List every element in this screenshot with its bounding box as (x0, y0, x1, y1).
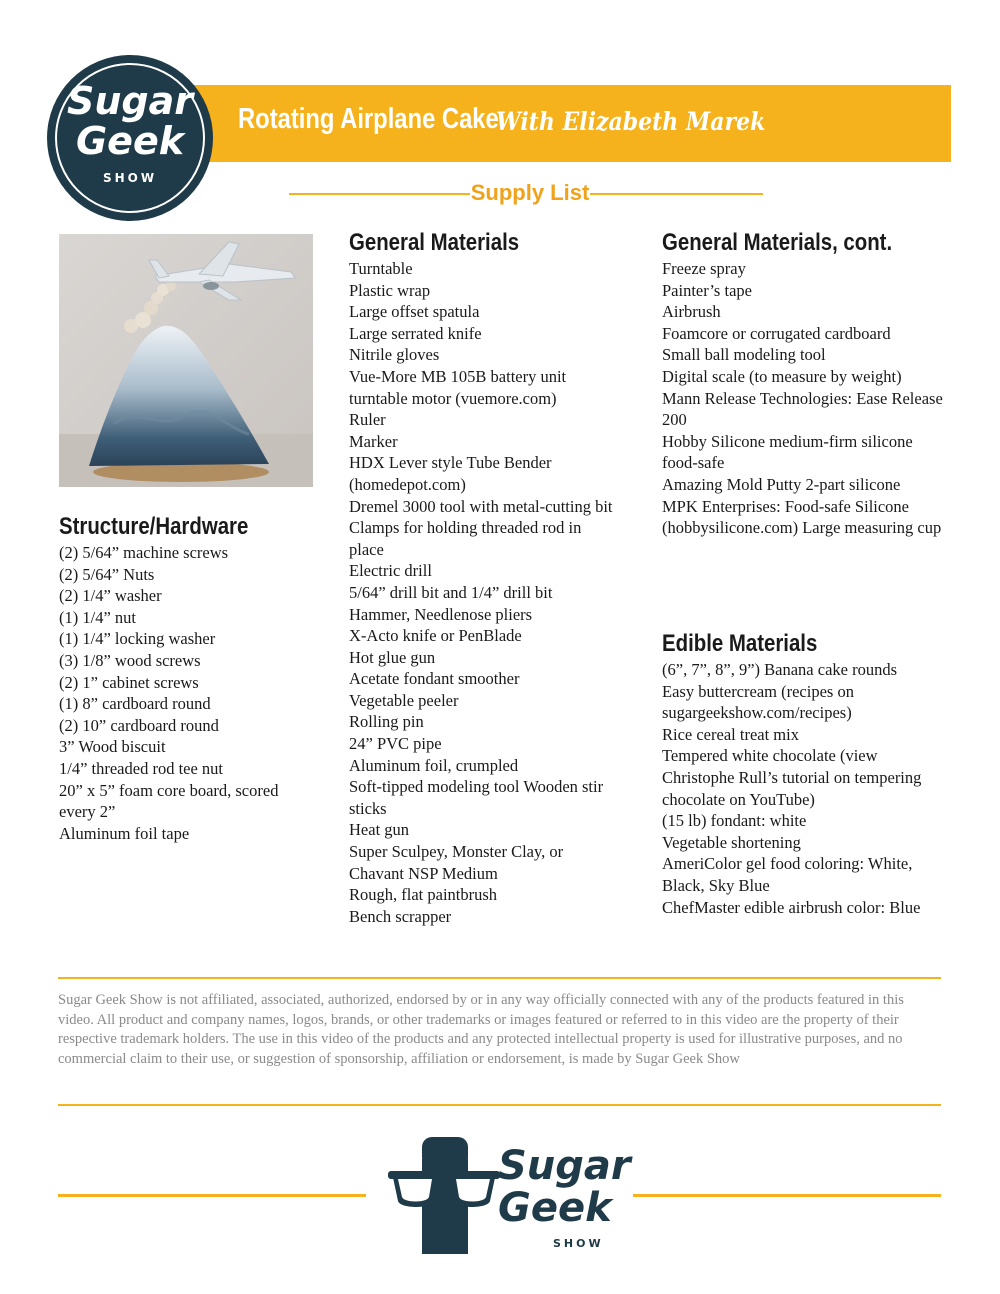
list-item: Painter’s tape (662, 280, 752, 300)
footer-rule-right (633, 1194, 941, 1197)
list-item: Hobby Silicone medium-firm silicone food-safe (662, 431, 913, 473)
list-item: Acetate fondant smoother (349, 669, 520, 689)
general-materials-section (349, 228, 619, 927)
page-title: Rotating Airplane Cake (238, 103, 499, 135)
list-item: Amazing Mold Putty 2-part silicone (662, 474, 901, 494)
list-item: Digital scale (to measure by weight) (662, 366, 902, 386)
edible-list (662, 659, 947, 918)
list-item: (1) 1/4” locking washer (59, 629, 216, 649)
list-item: (2) 5/64” Nuts (59, 564, 155, 584)
edible-materials-section (662, 629, 947, 918)
edible-heading: Edible Materials (662, 630, 818, 657)
list-item: Turntable (349, 259, 413, 278)
general-cont-list (662, 258, 947, 539)
list-item: Clamps for holding threaded rod in place (349, 518, 582, 559)
sugar-geek-show-logo (47, 55, 213, 221)
supply-list-rule-right (590, 193, 763, 195)
list-item: Aluminum foil tape (59, 823, 190, 843)
list-item: (2) 1/4” washer (59, 586, 162, 606)
footer-logo-word-show: SHOW (553, 1237, 604, 1250)
list-item: Mann Release Technologies: Ease Release 200 (662, 388, 943, 430)
supply-list-title: Supply List (470, 180, 590, 205)
list-item: (6”, 7”, 8”, 9”) Banana cake rounds (662, 660, 898, 679)
list-item: (2) 10” cardboard round (59, 715, 219, 735)
list-item: (2) 1” cabinet screws (59, 672, 199, 692)
list-item: 1/4” threaded rod tee nut (59, 758, 224, 778)
list-item: Easy buttercream (recipes on sugargeekshow.com/recipes) (662, 681, 854, 723)
list-item: Rice cereal treat mix (662, 724, 799, 744)
list-item: 5/64” drill bit and 1/4” drill bit (349, 582, 553, 602)
footer-logo (388, 1137, 631, 1257)
list-item: MPK Enterprises: Food-safe Silicone (hobbysilicone.com) Large measuring cup (662, 496, 942, 538)
list-item: 3” Wood biscuit (59, 737, 166, 757)
general-cont-heading: General Materials, cont. (662, 229, 893, 256)
general-heading: General Materials (349, 229, 520, 256)
list-item: (3) 1/8” wood screws (59, 650, 201, 670)
list-item: Aluminum foil, crumpled (349, 755, 519, 775)
general-list (349, 258, 619, 927)
list-item: Bench scrapper (349, 906, 452, 926)
disclaimer-rule-bottom (58, 1104, 941, 1106)
list-item: (15 lb) fondant: white (662, 811, 807, 831)
list-item: HDX Lever style Tube Bender (homedepot.com) (349, 453, 552, 494)
list-item: Ruler (349, 410, 386, 430)
list-item: Electric drill (349, 561, 432, 581)
list-item: (1) 8” cardboard round (59, 694, 211, 714)
logo-word-geek: Geek (75, 119, 184, 163)
list-item: Vegetable shortening (662, 832, 801, 852)
structure-heading: Structure/Hardware (59, 513, 249, 540)
list-item: Soft-tipped modeling tool Wooden stir sticks (349, 777, 604, 818)
list-item: Large offset spatula (349, 302, 480, 322)
page-subtitle: With Elizabeth Marek (496, 107, 766, 136)
list-item: (2) 5/64” machine screws (59, 543, 229, 562)
list-item: Rolling pin (349, 712, 424, 732)
logo-word-show: SHOW (102, 171, 158, 185)
structure-hardware-section (59, 512, 314, 844)
list-item: (1) 1/4” nut (59, 607, 136, 627)
list-item: Nitrile gloves (349, 345, 440, 365)
structure-list (59, 542, 314, 844)
list-item: Hammer, Needlenose pliers (349, 604, 533, 624)
logo-word-sugar: Sugar (66, 79, 193, 123)
list-item: Plastic wrap (349, 280, 431, 300)
list-item: 20” x 5” foam core board, scored every 2” (59, 780, 279, 822)
list-item: Heat gun (349, 820, 410, 840)
list-item: Freeze spray (662, 259, 746, 278)
list-item: Small ball modeling tool (662, 345, 826, 365)
list-item: Marker (349, 431, 398, 451)
disclaimer-rule-top (58, 977, 941, 979)
list-item: Airbrush (662, 302, 721, 322)
list-item: 24” PVC pipe (349, 734, 442, 754)
list-item: Tempered white chocolate (view Christophe Rull’s tutorial on tempering chocolate on YouTube) (662, 746, 922, 809)
airplane-cake-photo (59, 234, 313, 487)
list-item: Dremel 3000 tool with metal-cutting bit (349, 496, 613, 516)
title-banner (150, 85, 951, 162)
footer-logo-word-sugar: Sugar (498, 1143, 631, 1189)
list-item: AmeriColor gel food coloring: White, Black, Sky Blue (662, 854, 913, 895)
list-item: Vegetable peeler (349, 690, 459, 710)
footer-logo-word-geek: Geek (498, 1185, 612, 1231)
supply-list-rule-left (289, 193, 470, 195)
list-item: Rough, flat paintbrush (349, 885, 498, 905)
list-item: X-Acto knife or PenBlade (349, 626, 522, 646)
general-materials-cont-section (662, 228, 947, 539)
list-item: Super Sculpey, Monster Clay, or Chavant NSP Medium (349, 842, 564, 883)
list-item: Large serrated knife (349, 323, 482, 343)
list-item: Vue-More MB 105B battery unit turntable motor (vuemore.com) (349, 366, 567, 408)
disclaimer-text: Sugar Geek Show is not affiliated, associated, authorized, endorsed by or in any way officially connected with any of the products featured in this video. All product and company names, logos, brands, or other trademarks or images featured or referred to in this video are the property of their respective trademark holders. The use in this video of the products and any protected intellectual property is used for illustrative purposes, and no commercial claim to their use, or suggestion of sponsorship, affiliation or endorsement, is made by Sugar Geek Show (58, 992, 904, 1067)
geek-glasses-icon (388, 1137, 500, 1257)
footer-rule-left (58, 1194, 366, 1197)
list-item: ChefMaster edible airbrush color: Blue (662, 897, 921, 917)
list-item: Foamcore or corrugated cardboard (662, 323, 891, 343)
list-item: Hot glue gun (349, 647, 436, 667)
